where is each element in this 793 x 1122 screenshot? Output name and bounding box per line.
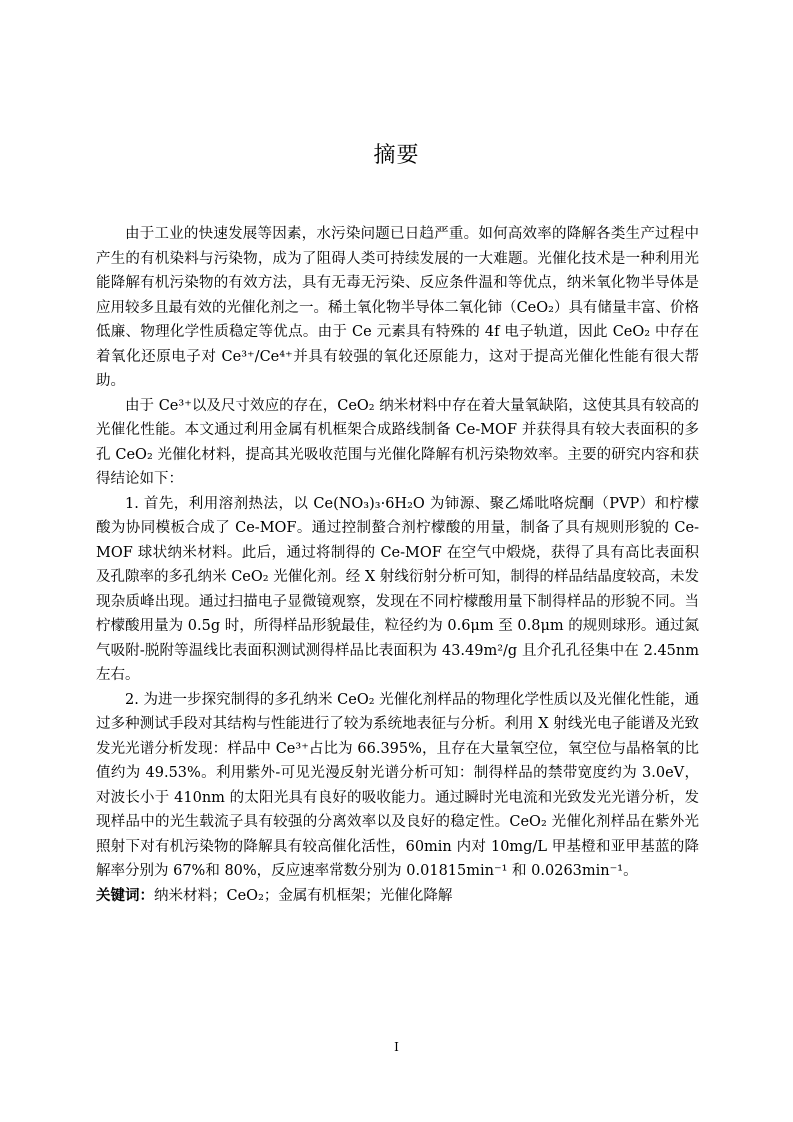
paragraph-intro: 由于工业的快速发展等因素，水污染问题已日趋严重。如何高效率的降解各类生产过程中产生的有机染料与污染物，成为了阻碍人类可持续发展的一大难题。光催化技术是一种利用光能降解有机污染物的有效方法，具有无毒无污染、反应条件温和等优点，纳米氧化物半导体是应用较多且最有效的光催化剂之一。稀土氧化物半导体二氧化铈（CeO₂）具有储量丰富、价格低廉、物理化学性质稳定等优点。由于 Ce 元素具有特殊的 4f 电子轨道，因此 CeO₂ 中存在着氧化还原电子对 Ce³⁺/Ce⁴⁺并具有较强的氧化还原能力，这对于提高光催化性能有很大帮助。	[96, 226, 699, 389]
paragraph-finding-2: 2. 为进一步探究制得的多孔纳米 CeO₂ 光催化剂样品的物理化学性质以及光催化性能，通过多种测试手段对其结构与性能进行了较为系统地表征与分析。利用 X 射线光电子能谱及光致发光光谱分析发现：样品中 Ce³⁺占比为 66.395%，且存在大量氧空位，氧空位与晶格氧的比值约为 49.53%。利用紫外-可见光漫反射光谱分析可知：制得样品的禁带宽度约为 3.0eV，对波长小于 410nm 的太阳光具有良好的吸收能力。通过瞬时光电流和光致发光光谱分析，发现样品中的光生载流子具有较强的分离效率以及良好的稳定性。CeO₂ 光催化剂样品在紫外光照射下对有机污染物的降解具有较高催化活性，60min 内对 10mg/L 甲基橙和亚甲基蓝的降解率分别为 67%和 80%，反应速率常数分别为 0.01815min⁻¹ 和 0.0263min⁻¹。	[96, 691, 699, 879]
page-title: 摘要	[373, 143, 420, 168]
page-number: I	[394, 1040, 399, 1054]
keywords-label: 关键词：	[96, 886, 154, 904]
paragraph-finding-1: 1. 首先，利用溶剂热法，以 Ce(NO₃)₃·6H₂O 为铈源、聚乙烯吡咯烷酮（PVP）和柠檬酸为协同模板合成了 Ce-MOF。通过控制螯合剂柠檬酸的用量，制备了具有规则形貌的 Ce-MOF 球状纳米材料。此后，通过将制得的 Ce-MOF 在空气中煅烧，获得了具有高比表面积及孔隙率的多孔纳米 CeO₂ 光催化剂。经 X 射线衍射分析可知，制得的样品结晶度较高，未发现杂质峰出现。通过扫描电子显微镜观察，发现在不同柠檬酸用量下制得样品的形貌不同。当柠檬酸用量为 0.5g 时，所得样品形貌最佳，粒径约为 0.6μm 至 0.8μm 的规则球形。通过氮气吸附-脱附等温线比表面积测试测得样品比表面积为 43.49m²/g 且介孔孔径集中在 2.45nm 左右。	[96, 495, 699, 683]
keywords-line	[96, 884, 699, 909]
keywords-text: 纳米材料；CeO₂；金属有机框架；光催化降解	[154, 887, 453, 904]
abstract-body	[96, 222, 699, 908]
paragraph-overview: 由于 Ce³⁺以及尺寸效应的存在，CeO₂ 纳米材料中存在着大量氧缺陷，这使其具有较高的光催化性能。本文通过利用金属有机框架合成路线制备 Ce-MOF 并获得具有较大表面积的多孔 CeO₂ 光催化材料，提高其光吸收范围与光催化降解有机污染物效率。主要的研究内容和获得结论如下：	[96, 397, 699, 487]
